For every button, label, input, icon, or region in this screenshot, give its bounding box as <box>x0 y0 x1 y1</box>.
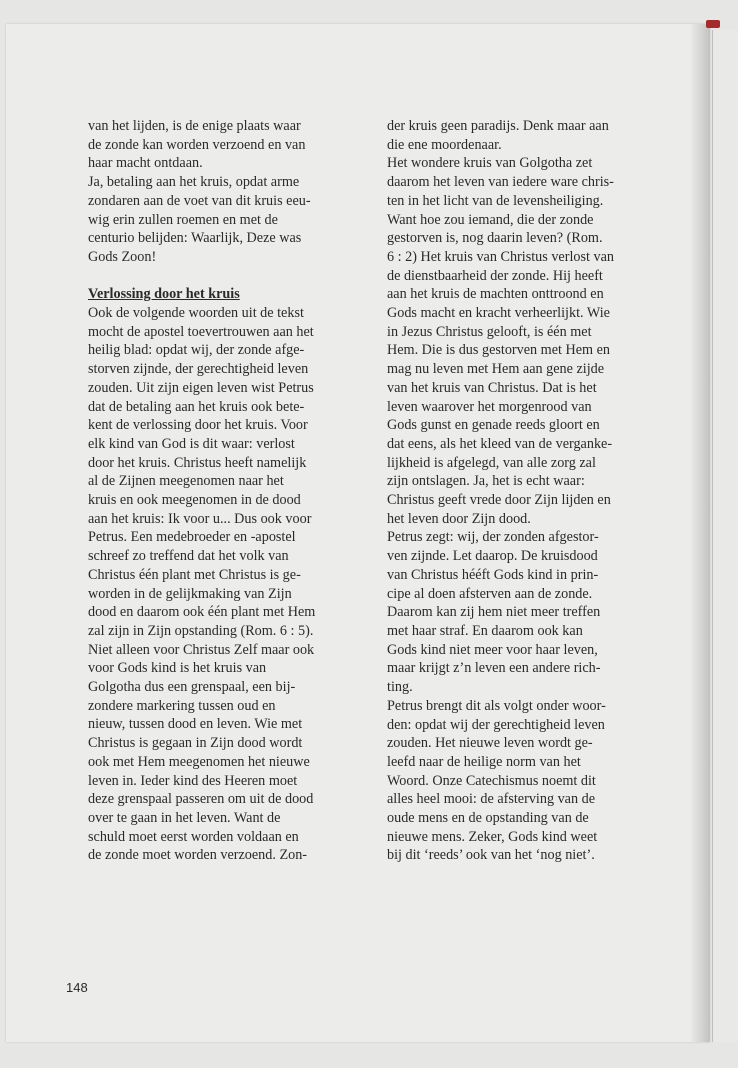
paragraph: Petrus brengt dit als volgt onder woor- den: opdat wij der gerechtigheid leven zouden. Het nieuwe leven wordt ge- leefd naar de heilige norm van het Woord. Onze Catechismus noemt dit alles heel mooi: de afsterving van de oude mens en de opstanding van de nieuwe mens. Zeker, Gods kind weet bij dit ‘reeds’ ook van het ‘nog niet’. <box>387 697 606 864</box>
right-column <box>387 117 657 865</box>
section-heading: Verlossing door het kruis <box>88 286 240 303</box>
left-column <box>88 117 358 865</box>
paragraph: Ook de volgende woorden uit de tekst mocht de apostel toevertrouwen aan het heilig blad: opdat wij, der zonde afge- storven zijnde, der gerechtigheid leven zouden. Uit zijn eigen leven wist Petrus dat de betaling aan het kruis ook bete- kent de verlossing door het kruis. Voor elk kind van God is dit waar: verlost door het kruis. Christus heeft namelijk al de Zijnen meegenomen naar het kruis en ook meegenomen in de dood aan het kruis: Ik voor u... Dus ook voor Petrus. Een medebroeder en -apostel schreef zo treffend dat het volk van Christus één plant met Christus is ge- worden in de gelijkmaking van Zijn dood en daarom ook één plant met Hem zal zijn in Zijn opstanding (Rom. 6 : 5). Niet alleen voor Christus Zelf maar ook voor Gods kind is het kruis van Golgotha dus een grenspaal, een bij- zondere markering tussen oud en nieuw, tussen dood en leven. Wie met Christus is gegaan in Zijn dood wordt ook met Hem meegenomen het nieuwe leven in. Ieder kind des Heeren moet deze grenspaal passeren om uit de dood over te gaan in het leven. Want de schuld moet eerst worden voldaan en de zonde moet worden verzoend. Zon- <box>88 305 316 864</box>
spine-shadow <box>690 24 710 1042</box>
paragraph: der kruis geen paradijs. Denk maar aan die ene moordenaar. <box>387 118 609 153</box>
adjacent-page-edge <box>712 30 738 1042</box>
paragraph: van het lijden, is de enige plaats waar de zonde kan worden verzoend en van haar macht ontdaan. <box>88 118 306 172</box>
paragraph: Petrus zegt: wij, der zonden afgestor- ven zijnde. Let daarop. De kruisdood van Christus hééft Gods kind in prin- cipe al doen afsterven aan de zonde. Daarom kan zij hem niet meer treffen met haar straf. En daarom ook kan Gods kind niet meer voor haar leven, maar krijgt z’n leven een andere rich- ting. <box>387 529 601 696</box>
paragraph: Ja, betaling aan het kruis, opdat arme zondaren aan de voet van dit kruis eeu- wig erin zullen roemen en met de centurio belijden: Waarlijk, Deze was Gods Zoon! <box>88 174 311 265</box>
paragraph: Het wondere kruis van Golgotha zet daarom het leven van iedere ware chris- ten in het licht van de levensheiliging. Want hoe zou iemand, die der zonde gestorven is, nog daarin leven? (Rom. 6 : 2) Het kruis van Christus verlost van de dienstbaarheid der zonde. Hij heeft aan het kruis de machten onttroond en Gods macht en kracht verheerlijkt. Wie in Jezus Christus gelooft, is één met Hem. Die is dus gestorven met Hem en mag nu leven met Hem aan gene zijde van het kruis van Christus. Dat is het leven waarover het morgenrood van Gods gunst en genade reeds gloort en dat eens, als het kleed van de verganke- lijkheid is afgelegd, van alle zorg zal zijn ontslagen. Ja, het is echt waar: Christus geeft vrede door Zijn lijden en het leven door Zijn dood. <box>387 155 614 527</box>
page-number: 148 <box>66 980 88 995</box>
bookmark-ribbon <box>706 20 720 28</box>
